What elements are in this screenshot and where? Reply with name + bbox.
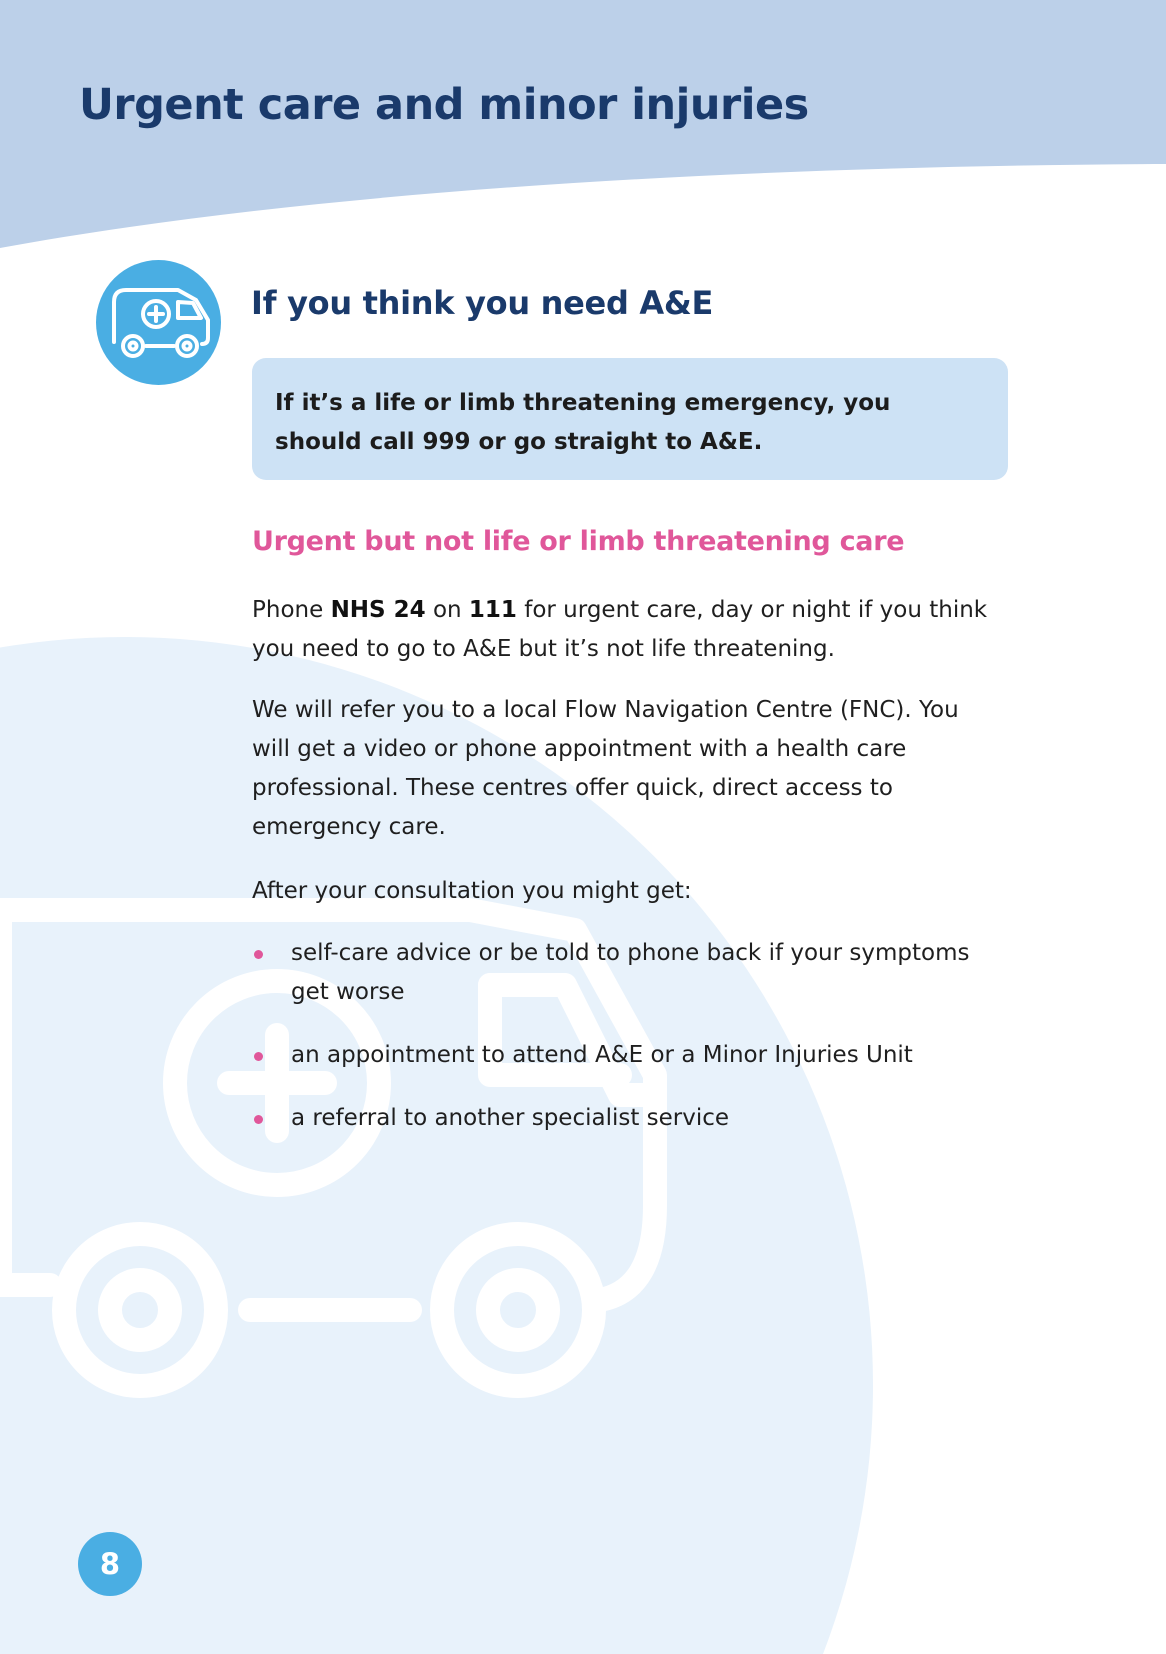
bullet-dot [254,1052,263,1061]
page-number-badge: 8 [78,1532,142,1596]
nhs24-service-name: NHS 24 [330,597,426,623]
ambulance-icon [96,260,221,385]
phone-nhs24-paragraph [252,591,1002,669]
list-item [252,1036,1002,1075]
after-consultation-paragraph: After your consultation you might get: [252,878,692,904]
bullet-dot [254,1115,263,1124]
callout-text: If it’s a life or limb threatening emergency, you should call 999 or go straight to A&E. [275,390,891,455]
urgent-care-heading: Urgent but not life or limb threatening care [252,526,905,557]
list-item [252,1099,1002,1138]
p1-text-after: for urgent care, day or night if you think you need to go to A&E but it’s not life threatening. [252,597,988,662]
p1-text-before: Phone [252,597,331,623]
list-item-text: a referral to another specialist service [291,1105,730,1131]
list-item [252,934,1002,1012]
page-title: Urgent care and minor injuries [79,80,809,130]
consultation-outcomes-list [252,934,1002,1162]
phone-number-111: 111 [468,597,517,623]
list-item-text: an appointment to attend A&E or a Minor Injuries Unit [291,1042,913,1068]
emergency-callout [252,358,1008,480]
bullet-dot [254,950,263,959]
p1-text-middle: on [425,597,469,623]
section-heading: If you think you need A&E [251,284,714,322]
list-item-text: self-care advice or be told to phone back if your symptoms get worse [291,940,970,1005]
flow-navigation-paragraph: We will refer you to a local Flow Navigation Centre (FNC). You will get a video or phone appointment with a health care professional. These centres offer quick, direct access to emergency care. [252,697,959,840]
